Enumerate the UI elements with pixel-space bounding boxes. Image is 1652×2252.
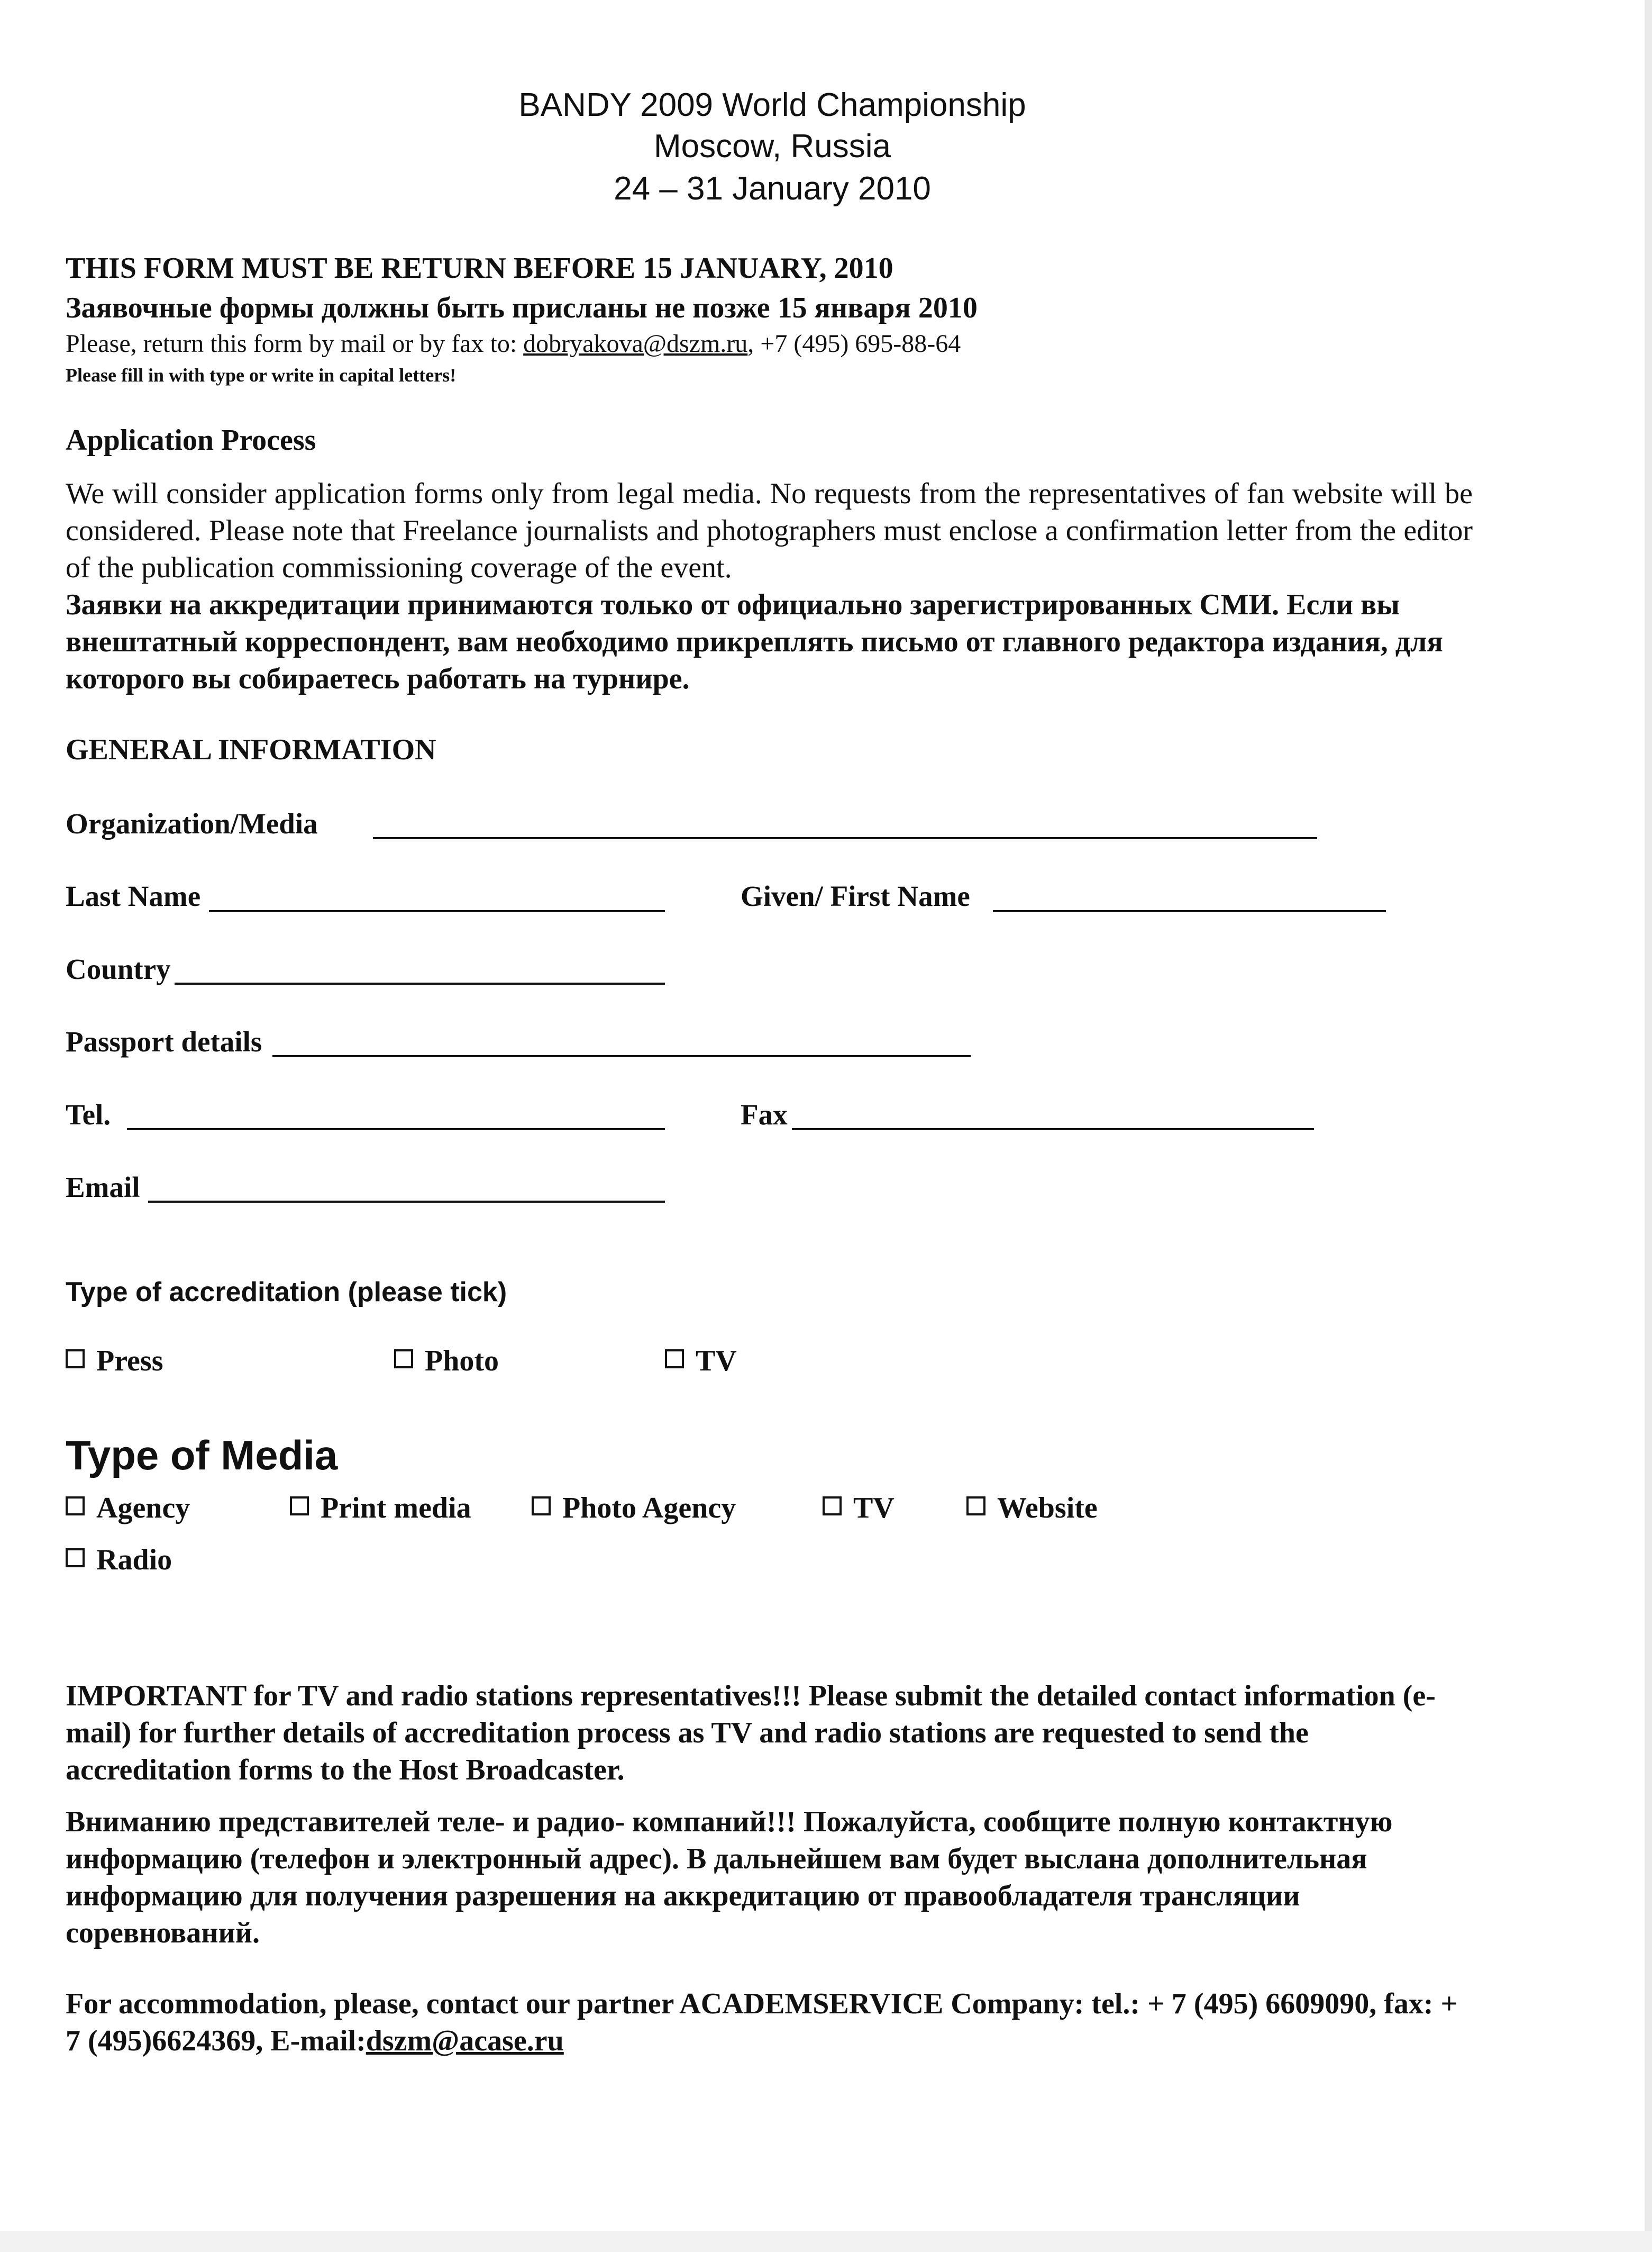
- application-text-en: We will consider application forms only from legal media. No requests from the representatives of fan website will be considered. Please note that Freelance journalists and photographers must enclose a confirmation letter from the editor of the publication commissioning coverage of the event.: [66, 477, 1473, 584]
- fill-note: Please fill in with type or write in capital letters!: [66, 365, 457, 386]
- accommodation-text: [66, 1985, 1473, 2059]
- media-photo-agency-option[interactable]: [532, 1491, 736, 1525]
- photo-checkbox[interactable]: [394, 1349, 413, 1368]
- fax-input-line[interactable]: [792, 1128, 1314, 1130]
- return-email-link[interactable]: dobryakova@dszm.ru: [523, 330, 748, 358]
- fax-label: Fax: [741, 1098, 788, 1131]
- accommodation-email-link[interactable]: dszm@acase.ru: [366, 2024, 564, 2057]
- general-heading: GENERAL INFORMATION: [66, 733, 436, 766]
- country-label: Country: [66, 953, 171, 985]
- photo-label: Photo: [425, 1345, 499, 1377]
- deadline-en: THIS FORM MUST BE RETURN BEFORE 15 JANUARY, 2010: [66, 252, 893, 285]
- passport-input-line[interactable]: [272, 1055, 971, 1057]
- media-heading: Type of Media: [66, 1432, 338, 1478]
- media-tv-label: TV: [853, 1492, 895, 1524]
- accreditation-tv-option[interactable]: [665, 1344, 737, 1378]
- media-print-option[interactable]: [290, 1491, 471, 1525]
- passport-label: Passport details: [66, 1025, 262, 1058]
- tel-label: Tel.: [66, 1098, 111, 1131]
- application-text-ru: Заявки на аккредитации принимаются только от официально зарегистрированных СМИ. Если вы внештатный корреспондент, вам необходимо прикреплять письмо от главного редактора издания, для которого вы собираетесь работать на турнире.: [66, 588, 1443, 695]
- last-name-input-line[interactable]: [209, 910, 665, 912]
- tv-label: TV: [696, 1345, 737, 1377]
- accommodation-contact: For accommodation, please, contact our partner ACADEMSERVICE Company: tel.: + 7 (495) 6609090, fax: + 7 (495)6624369, E-mail:: [66, 1987, 1458, 2057]
- photo-agency-checkbox[interactable]: [532, 1496, 551, 1515]
- return-fax: , +7 (495) 695-88-64: [747, 330, 961, 358]
- website-checkbox[interactable]: [966, 1496, 985, 1515]
- first-name-input-line[interactable]: [993, 910, 1386, 912]
- agency-checkbox[interactable]: [66, 1496, 85, 1515]
- page-bottom-edge: [0, 2231, 1652, 2252]
- first-name-label: Given/ First Name: [741, 880, 970, 912]
- event-dates: 24 – 31 January 2010: [614, 170, 931, 207]
- tv-checkbox[interactable]: [665, 1349, 684, 1368]
- accreditation-photo-option[interactable]: [394, 1344, 499, 1378]
- organization-label: Organization/Media: [66, 807, 318, 840]
- media-agency-option[interactable]: [66, 1491, 190, 1525]
- application-heading: Application Process: [66, 424, 316, 457]
- accreditation-press-option[interactable]: [66, 1344, 163, 1378]
- event-location: Moscow, Russia: [654, 128, 891, 165]
- press-checkbox[interactable]: [66, 1349, 85, 1368]
- email-label: Email: [66, 1171, 140, 1203]
- event-title: BANDY 2009 World Championship: [518, 87, 1026, 123]
- important-text-ru: Вниманию представителей теле- и радио- компаний!!! Пожалуйста, сообщите полную контактную информацию (телефон и электронный адрес). В дальнейшем вам будет выслана дополнительная информацию для получения разрешения на аккредитацию от правообладателя трансляции соревнований.: [66, 1805, 1393, 1949]
- return-prefix: Please, return this form by mail or by fax to:: [66, 330, 524, 358]
- page-edge-shadow: [1645, 0, 1652, 2252]
- media-website-option[interactable]: [966, 1491, 1098, 1525]
- deadline-ru: Заявочные формы должны быть присланы не позже 15 января 2010: [66, 292, 978, 324]
- photo-agency-label: Photo Agency: [562, 1492, 736, 1524]
- media-tv-checkbox[interactable]: [823, 1496, 842, 1515]
- media-radio-option[interactable]: [66, 1543, 172, 1577]
- press-label: Press: [96, 1345, 163, 1377]
- website-label: Website: [997, 1492, 1098, 1524]
- radio-label: Radio: [96, 1543, 172, 1576]
- last-name-label: Last Name: [66, 880, 201, 912]
- radio-checkbox[interactable]: [66, 1548, 85, 1567]
- print-media-label: Print media: [321, 1492, 471, 1524]
- print-media-checkbox[interactable]: [290, 1496, 309, 1515]
- organization-input-line[interactable]: [373, 837, 1317, 839]
- email-input-line[interactable]: [148, 1201, 665, 1203]
- return-instructions: [66, 329, 961, 358]
- agency-label: Agency: [96, 1492, 190, 1524]
- media-tv-option[interactable]: [823, 1491, 895, 1525]
- important-text-en: IMPORTANT for TV and radio stations representatives!!! Please submit the detailed contact information (e-mail) for further details of accreditation process as TV and radio stations are requested to send the accreditation forms to the Host Broadcaster.: [66, 1679, 1436, 1786]
- country-input-line[interactable]: [175, 983, 665, 985]
- accreditation-heading: Type of accreditation (please tick): [66, 1277, 507, 1307]
- tel-input-line[interactable]: [127, 1128, 665, 1130]
